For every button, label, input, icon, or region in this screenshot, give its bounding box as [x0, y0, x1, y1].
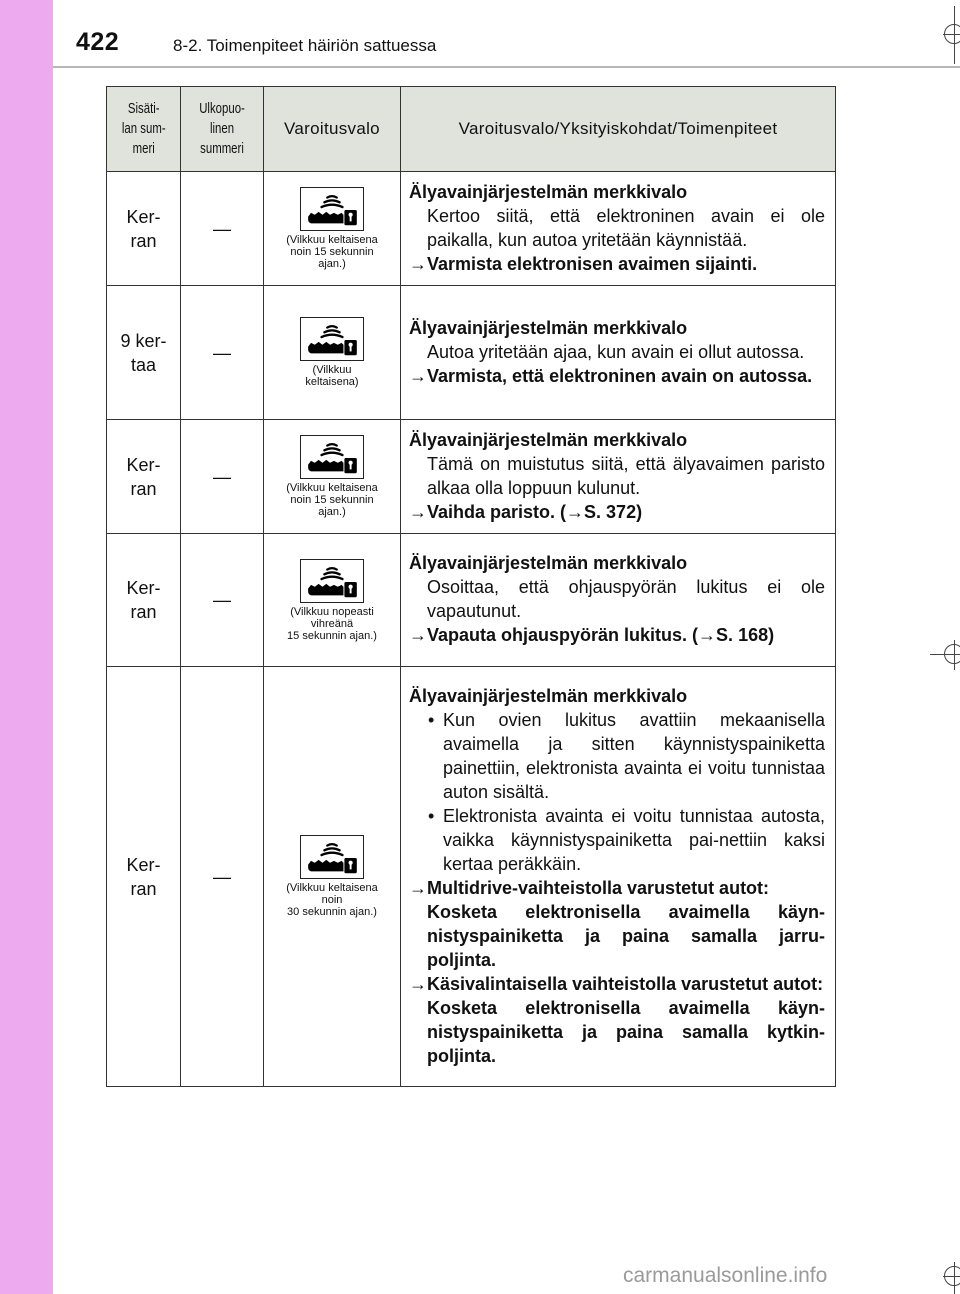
details-description: Autoa yritetään ajaa, kun avain ei ollut autossa.	[427, 341, 805, 362]
table-row	[107, 286, 836, 420]
light-caption: (Vilkkuu keltaisena noin 30 sekunnin ajan.)	[286, 882, 378, 918]
header-interior-buzzer: Sisäti- lan sum- meri	[107, 87, 181, 172]
smart-key-warning-icon	[300, 187, 364, 231]
details-action: →Varmista, että elektroninen avain on autossa.	[409, 365, 813, 386]
footer-watermark: carmanualsonline.info	[623, 1264, 828, 1287]
light-caption: (Vilkkuu keltaisena)	[305, 364, 359, 388]
side-tab-strip	[0, 0, 53, 1294]
warning-light-cell	[264, 420, 401, 534]
exterior-buzzer-cell: —	[181, 420, 264, 534]
light-caption: (Vilkkuu nopeasti vihreänä 15 sekunnin ajan.)	[287, 605, 377, 642]
table-row	[107, 172, 836, 286]
details-description: Tämä on muistutus siitä, että älyavaimen paristo alkaa olla loppuun kulunut.	[427, 453, 825, 498]
warning-light-cell	[264, 172, 401, 286]
header-details: Varoitusvalo/Yksityiskohdat/Toimenpiteet	[401, 87, 836, 172]
table-header-row	[107, 87, 836, 172]
arrow-right-icon: →	[409, 877, 427, 898]
interior-buzzer-cell: Ker- ran	[107, 667, 181, 1087]
smart-key-warning-icon	[300, 317, 364, 361]
details-title: Älyavainjärjestelmän merkkivalo	[409, 429, 688, 450]
smart-key-warning-icon	[300, 559, 364, 603]
table-row	[107, 534, 836, 667]
details-description: Osoittaa, että ohjauspyörän lukitus ei ole vapautunut.	[427, 577, 825, 621]
arrow-right-icon: →	[409, 973, 427, 994]
header-warning-light: Varoitusvalo	[264, 87, 401, 172]
exterior-buzzer-cell: —	[181, 286, 264, 420]
details-cell	[401, 172, 836, 286]
details-action: →Käsivalintaisella vaihteistolla varustetut autot:	[409, 973, 824, 994]
smart-key-warning-icon	[300, 435, 364, 479]
crop-circle-top-right	[944, 24, 960, 44]
crop-circle-mid-right	[944, 644, 960, 664]
exterior-buzzer-cell: —	[181, 172, 264, 286]
details-action-text: Kosketa elektronisella avaimella käyn-nistyspainiketta ja paina samalla kytkin-poljinta.	[427, 997, 825, 1066]
smart-key-warning-icon	[300, 835, 364, 879]
table-row	[107, 667, 836, 1087]
header-exterior-buzzer: Ulkopuo- linen summeri	[181, 87, 264, 172]
bullet-dot-icon: •	[428, 805, 435, 826]
interior-buzzer-cell: Ker- ran	[107, 172, 181, 286]
details-cell	[401, 534, 836, 667]
details-cell	[401, 286, 836, 420]
bullet-item: • Elektronista avainta ei voitu tunnistaa autosta, vaikka käynnistyspainiketta pai-nettiin kaksi kertaa peräkkäin.	[428, 805, 825, 874]
details-action: →Vaihda paristo. (→S. 372)	[409, 501, 643, 522]
light-caption: (Vilkkuu keltaisena noin 15 sekunnin ajan.)	[286, 482, 378, 518]
exterior-buzzer-cell: —	[181, 667, 264, 1087]
warning-light-cell	[264, 286, 401, 420]
details-cell	[401, 667, 836, 1087]
arrow-right-icon: →	[409, 253, 427, 274]
details-action: →Multidrive-vaihteistolla varustetut autot:	[409, 877, 770, 898]
arrow-right-icon: →	[409, 625, 427, 645]
details-title: Älyavainjärjestelmän merkkivalo	[409, 317, 688, 338]
details-action: →Varmista elektronisen avaimen sijainti.	[409, 253, 758, 274]
arrow-right-icon: →	[409, 501, 427, 522]
details-cell	[401, 420, 836, 534]
interior-buzzer-cell: Ker- ran	[107, 534, 181, 667]
page-number: 422	[76, 28, 120, 56]
details-action: →Vapauta ohjauspyörän lukitus. (→S. 168)	[409, 625, 775, 645]
warning-table	[106, 86, 836, 1087]
interior-buzzer-cell: 9 ker- taa	[107, 286, 181, 420]
warning-light-cell	[264, 534, 401, 667]
arrow-right-icon: →	[409, 365, 427, 386]
section-title: 8-2. Toimenpiteet häiriön sattuessa	[173, 36, 437, 55]
header-rule	[53, 66, 960, 68]
bullet-item: • Kun ovien lukitus avattiin mekaanisella avaimella ja sitten käynnistyspainiketta painettiin, elektronista avainta ei voitu tunnistaa auton sisältä.	[428, 709, 825, 802]
table-row	[107, 420, 836, 534]
interior-buzzer-cell: Ker- ran	[107, 420, 181, 534]
details-action-text: Kosketa elektronisella avaimella käyn-nistyspainiketta ja paina samalla jarru-poljinta.	[427, 901, 825, 970]
warning-light-cell	[264, 667, 401, 1087]
bullet-dot-icon: •	[428, 709, 435, 730]
exterior-buzzer-cell: —	[181, 534, 264, 667]
details-title: Älyavainjärjestelmän merkkivalo	[409, 181, 688, 202]
light-caption: (Vilkkuu keltaisena noin 15 sekunnin ajan.)	[286, 234, 378, 270]
crop-circle-bottom-right	[944, 1266, 960, 1286]
details-title: Älyavainjärjestelmän merkkivalo	[409, 685, 688, 706]
details-title: Älyavainjärjestelmän merkkivalo	[409, 553, 688, 573]
details-description: Kertoo siitä, että elektroninen avain ei ole paikalla, kun autoa yritetään käynnistää.	[427, 205, 825, 250]
